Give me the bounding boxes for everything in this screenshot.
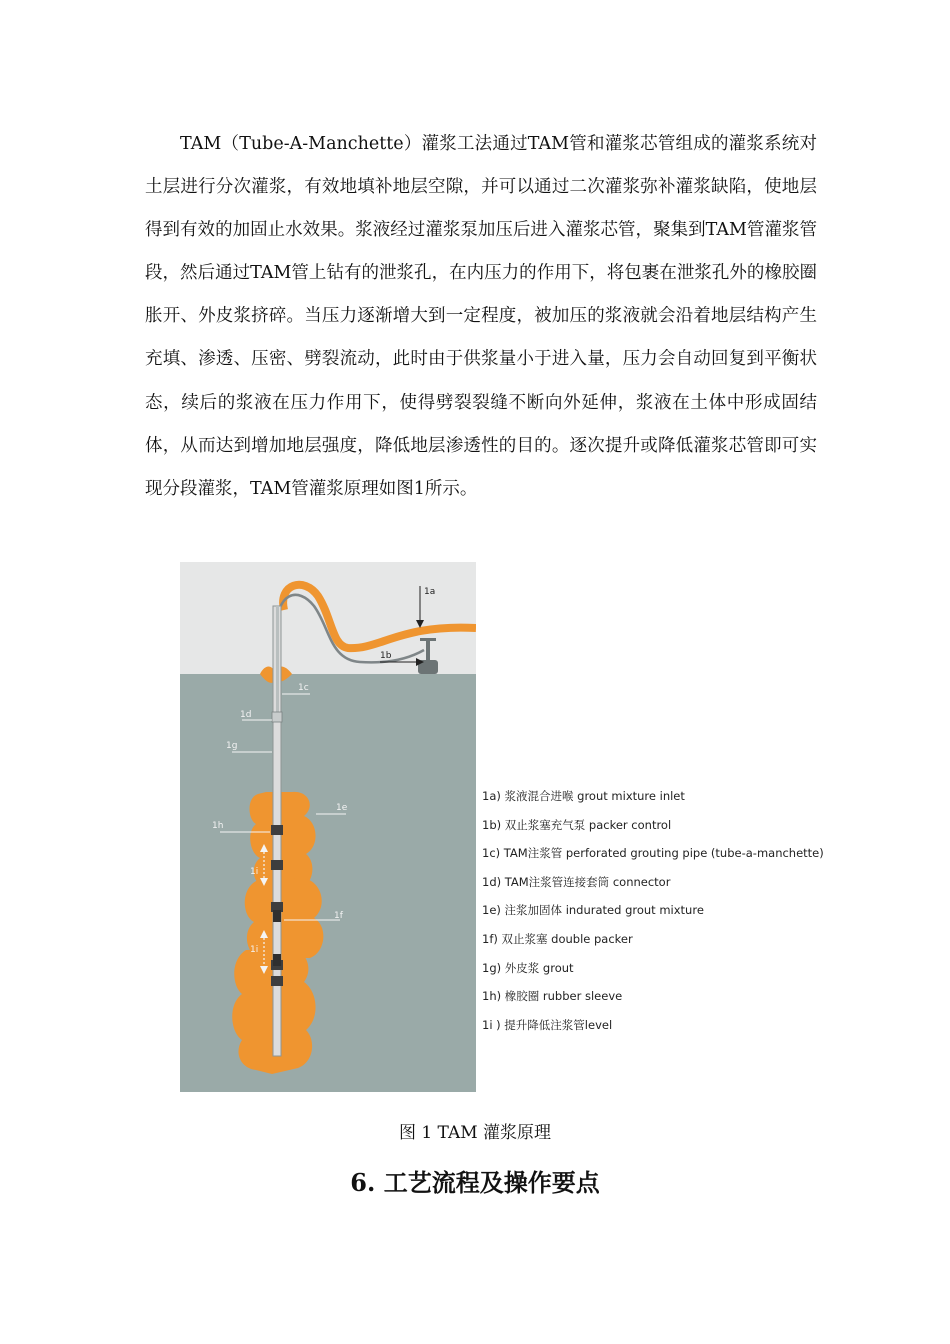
tam-grouting-figure xyxy=(180,562,476,1092)
callout-1a: 1a xyxy=(424,587,436,597)
legend-item-1c: 1c) TAM注浆管 perforated grouting pipe (tube-a-manchette) xyxy=(482,846,824,861)
callout-1h: 1h xyxy=(212,821,224,831)
callout-1c: 1c xyxy=(298,683,309,693)
legend-item-1d: 1d) TAM注浆管连接套筒 connector xyxy=(482,874,671,889)
figure-legend xyxy=(482,786,824,1043)
callout-1d: 1d xyxy=(240,710,252,720)
tam-diagram xyxy=(180,562,476,1092)
legend-item-1i: 1i ) 提升降低注浆管level xyxy=(482,1017,613,1032)
section-heading: 6. 工艺流程及操作要点 xyxy=(350,1168,600,1197)
callout-1g: 1g xyxy=(226,741,238,751)
connector xyxy=(272,712,282,722)
legend-item-1f: 1f) 双止浆塞 double packer xyxy=(482,931,633,946)
callout-1i-upper: 1i xyxy=(250,867,259,877)
legend-item-1e: 1e) 注浆加固体 indurated grout mixture xyxy=(482,903,704,918)
legend-item-1h: 1h) 橡胶圈 rubber sleeve xyxy=(482,989,623,1004)
soil-area xyxy=(180,674,476,1092)
inner-pipe-top xyxy=(276,606,279,716)
figure-caption: 图 1 TAM 灌浆原理 xyxy=(398,1123,552,1143)
callout-1e: 1e xyxy=(336,803,348,813)
legend-item-1a: 1a) 浆液混合进喉 grout mixture inlet xyxy=(482,789,685,803)
legend-item-1b: 1b) 双止浆塞充气泵 packer control xyxy=(482,817,672,832)
callout-1i-lower: 1i xyxy=(250,945,259,955)
callout-1b: 1b xyxy=(380,651,392,661)
legend-item-1g: 1g) 外皮浆 grout xyxy=(482,960,574,975)
body-paragraph: TAM（Tube-A-Manchette）灌浆工法通过TAM管和灌浆芯管组成的灌浆系统对土层进行分次灌浆，有效地填补地层空隙，并可以通过二次灌浆弥补灌浆缺陷，使地层得到有效的加固止水效果。浆液经过灌浆泵加压后进入灌浆芯管，聚集到TAM管灌浆管段，然后通过TAM管上钻有的泄浆孔，在内压力的作用下，将包裹在泄浆孔外的橡胶圈胀开、外皮浆挤碎。当压力逐渐增大到一定程度，被加压的浆液就会沿着地层结构产生充填、渗透、压密、劈裂流动，此时由于供浆量小于进入量，压力会自动回复到平衡状态，续后的浆液在压力作用下，使得劈裂裂缝不断向外延伸，浆液在土体中形成固结体，从而达到增加地层强度，降低地层渗透性的目的。逐次提升或降低灌浆芯管即可实现分段灌浆，TAM管灌浆原理如图1所示。 xyxy=(145,134,817,499)
callout-1f: 1f xyxy=(334,911,343,921)
